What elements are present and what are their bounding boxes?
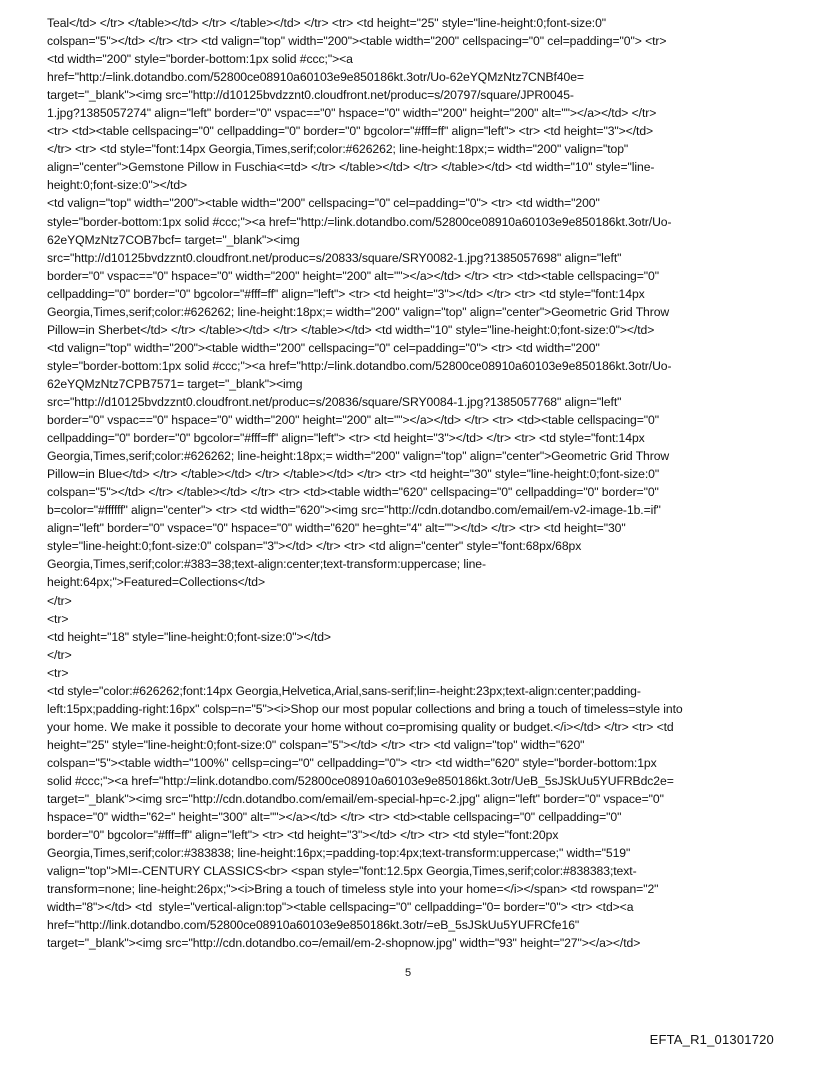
text-line: border="0" bgcolor="#fff=ff" align="left"> <tr> <td height="3"></td> </tr> <tr> <td style="font:20px (47, 828, 559, 843)
document-id: EFTA_R1_01301720 (649, 1032, 774, 1047)
text-line: Pillow=in Sherbet</td> </tr> </table></td> </tr> </table></td> <td width="10" style="line-height:0;font-size:0"></td> (47, 322, 655, 337)
text-line: colspan="5"><table width="100%" cellsp=cing="0" cellpadding="0"> <tr> <td width="620" style="border-bottom:1px (47, 755, 657, 770)
text-line: b=color="#ffffff" align="center"> <tr> <td width="620"><img src="http://cdn.dotandbo.com/email/em-v2-image-1b.=if" (47, 503, 661, 518)
text-line: solid #ccc;"><a href="http:/=link.dotandbo.com/52800ce08910a60103e9e850186kt.3otr/UeB_5sJSkUu5YUFRBdc2e= (47, 773, 674, 788)
text-line: </tr> (47, 593, 72, 608)
text-line: Georgia,Times,serif;color:#383838; line-height:16px;=padding-top:4px;text-transform:uppercase;" width="519" (47, 846, 631, 861)
text-line: target="_blank"><img src="http://cdn.dotandbo.co=/email/em-2-shopnow.jpg" width="93" height="27"></a></td> (47, 936, 641, 951)
text-line: <td width="200" style="border-bottom:1px solid #ccc;"><a (47, 52, 353, 67)
text-line: target="_blank"><img src="http://cdn.dotandbo.com/email/em-special-hp=c-2.jpg" align="left" border="0" vspace="0" (47, 792, 664, 807)
text-line: href="http:/=link.dotandbo.com/52800ce08910a60103e9e850186kt.3otr/Uo-62eYQMzNtz7CNBf40e= (47, 70, 584, 85)
text-line: <tr> <td><table cellspacing="0" cellpadding="0" border="0" bgcolor="#fff=ff" align="left"> <tr> <td height="3"></td> (47, 124, 654, 139)
text-line: cellpadding="0" border="0" bgcolor="#fff=ff" align="left"> <tr> <td height="3"></td> </tr> <tr> <td style="font:14px (47, 286, 645, 301)
text-line: your home. We make it possible to decorate your home without co=promising quality or budget.</i></td> </tr> <tr> <td (47, 719, 674, 734)
page-number: 5 (404, 967, 412, 979)
text-line: src="http://d10125bvdzznt0.cloudfront.net/produc=s/20836/square/SRY0084-1.jpg?1385057768" align="left" (47, 394, 622, 409)
text-line: Pillow=in Blue</td> </tr> </table></td> </tr> </table></td> </tr> <tr> <td height="30" style="line-height:0;font-size:0" (47, 467, 660, 482)
text-line: style="line-height:0;font-size:0" colspan="3"></td> </tr> <tr> <td align="center" style="font:68px/68px (47, 539, 582, 554)
text-line: target="_blank"><img src="http://d10125bvdzznt0.cloudfront.net/produc=s/20797/square/JPR0045- (47, 88, 574, 103)
text-line: 62eYQMzNtz7CPB7571= target="_blank"><img (47, 376, 303, 391)
text-line: hspace="0" width="62=" height="300" alt=""></a></td> </tr> <tr> <td><table cellspacing="0" cellpadding="0" (47, 810, 622, 825)
text-line: valign="top">MI=-CENTURY CLASSICS<br> <span style="font:12.5px Georgia,Times,serif;color:#838383;text- (47, 864, 637, 879)
text-line: <tr> (47, 611, 69, 626)
text-line: <tr> (47, 665, 69, 680)
text-line: height:64px;">Featured=Collections</td> (47, 575, 266, 590)
text-line: height:0;font-size:0"></td> (47, 178, 188, 193)
text-line: Teal</td> </tr> </table></td> </tr> </table></td> </tr> <tr> <td height="25" style="line-height:0;font-size:0" (47, 16, 607, 30)
text-line: 1.jpg?1385057274" align="left" border="0" vspac=="0" hspace="0" width="200" height="200" alt=""></a></td> </tr> (47, 106, 657, 121)
text-line: colspan="5"></td> </tr> <tr> <td valign="top" width="200"><table width="200" cellspacing="0" cel=padding="0"> <tr> (47, 34, 667, 49)
text-line: style="border-bottom:1px solid #ccc;"><a href="http:/=link.dotandbo.com/52800ce08910a60103e9e850186kt.3otr/Uo- (47, 214, 672, 229)
text-line: Georgia,Times,serif;color:#626262; line-height:18px;= width="200" valign="top" align="center">Geometric Grid Throw (47, 449, 670, 464)
text-line: transform=none; line-height:26px;"><i>Bring a touch of timeless style into your home=</i></span> <td rowspan="2" (47, 882, 659, 897)
text-line: </tr> (47, 647, 72, 662)
text-line: Georgia,Times,serif;color:#626262; line-height:18px;= width="200" valign="top" align="center">Geometric Grid Throw (47, 304, 670, 319)
text-line: href="http://link.dotandbo.com/52800ce08910a60103e9e850186kt.3otr/=eB_5sJSkUu5YUFRCfe16" (47, 918, 580, 933)
text-line: style="border-bottom:1px solid #ccc;"><a href="http:/=link.dotandbo.com/52800ce08910a60103e9e850186kt.3otr/Uo- (47, 358, 672, 373)
text-line: Georgia,Times,serif;color:#383=38;text-align:center;text-transform:uppercase; line- (47, 557, 486, 572)
document-body (47, 14, 775, 952)
text-line: <td style="color:#626262;font:14px Georgia,Helvetica,Arial,sans-serif;lin=-height:23px;text-align:center;padding- (47, 683, 641, 698)
text-line: colspan="5"></td> </tr> </table></td> </tr> <tr> <td><table width="620" cellspacing="0" cellpadding="0" border="0" (47, 485, 659, 500)
text-line: src="http://d10125bvdzznt0.cloudfront.net/produc=s/20833/square/SRY0082-1.jpg?1385057698" align="left" (47, 250, 622, 265)
text-line: <td valign="top" width="200"><table width="200" cellspacing="0" cel=padding="0"> <tr> <td width="200" (47, 340, 600, 355)
text-line: align="left" border="0" vspace="0" hspace="0" width="620" he=ght="4" alt=""></td> </tr> <tr> <td height="30" (47, 521, 626, 536)
text-line: cellpadding="0" border="0" bgcolor="#fff=ff" align="left"> <tr> <td height="3"></td> </tr> <tr> <td style="font:14px (47, 431, 645, 446)
text-line: align="center">Gemstone Pillow in Fuschia<=td> </tr> </table></td> </tr> </table></td> <td width="10" style="line- (47, 160, 655, 175)
text-line: 62eYQMzNtz7COB7bcf= target="_blank"><img (47, 232, 300, 247)
text-line: </tr> <tr> <td style="font:14px Georgia,Times,serif;color:#626262; line-height:18px;= width="200" valign="top" (47, 142, 629, 157)
text-line: <td valign="top" width="200"><table width="200" cellspacing="0" cel=padding="0"> <tr> <td width="200" (47, 196, 600, 211)
text-line: width="8"></td> <td style="vertical-align:top"><table cellspacing="0" cellpadding="0= border="0"> <tr> <td><a (47, 900, 634, 915)
text-line: border="0" vspac=="0" hspace="0" width="200" height="200" alt=""></a></td> </tr> <tr> <td><table cellspacing="0" (47, 413, 659, 428)
text-line: left:15px;padding-right:16px" colsp=n="5"><i>Shop our most popular collections and bring a touch of timeless=style into (47, 701, 683, 716)
text-line: <td height="18" style="line-height:0;font-size:0"></td> (47, 629, 331, 644)
text-line: border="0" vspac=="0" hspace="0" width="200" height="200" alt=""></a></td> </tr> <tr> <td><table cellspacing="0" (47, 268, 659, 283)
text-line: height="25" style="line-height:0;font-size:0" colspan="5"></td> </tr> <tr> <td valign="top" width="620" (47, 737, 585, 752)
